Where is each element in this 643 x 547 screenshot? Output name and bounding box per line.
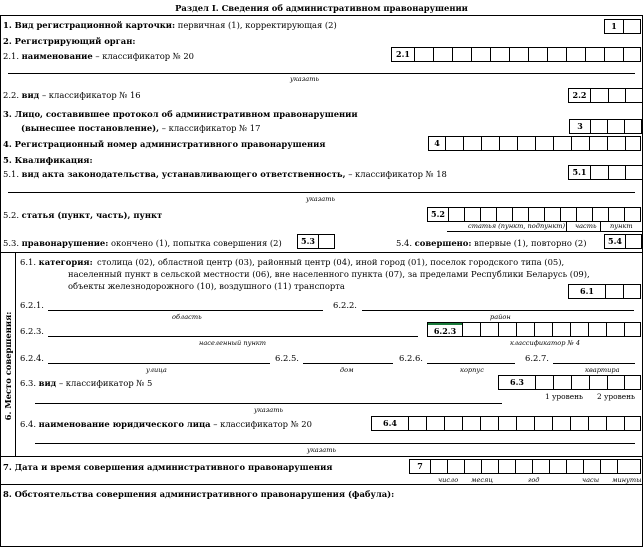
input-cell[interactable] (570, 323, 588, 336)
field-6-3-classifier: – классификатор № 5 (58, 378, 153, 388)
code-label-2-1: 2.1 (396, 49, 410, 59)
field-6-3-number: 6.3. (20, 378, 36, 388)
field-6-2-3-code-caption: классификатор № 4 (510, 339, 581, 347)
field-5-4-number: 5.4. (396, 238, 412, 248)
input-cell[interactable] (464, 208, 480, 221)
field-5-2-cap-article: статья (пункт, подпункт) (468, 222, 566, 230)
field-2-2-cells[interactable] (568, 88, 643, 103)
code-label-3: 3 (577, 121, 583, 131)
input-cell[interactable] (480, 323, 498, 336)
field-7-cap-month: месяц (471, 476, 494, 484)
input-cell[interactable] (534, 323, 552, 336)
input-cell[interactable] (590, 89, 608, 102)
field-6-2-3-cells[interactable] (427, 322, 641, 337)
input-cell[interactable] (570, 417, 588, 430)
input-cell[interactable] (509, 48, 528, 61)
field-7-label: 7. Дата и время совершения административного правонарушения (3, 462, 333, 472)
input-cell[interactable] (512, 208, 528, 221)
field-6-1-line1: столица (02), областной центр (03), районный центр (04), иной город (01), поселок городского типа (05), (97, 257, 565, 267)
field-5-1-caption: указать (306, 195, 336, 203)
field-5-2-number: 5.2. (3, 210, 19, 220)
input-cell[interactable] (624, 208, 640, 221)
field-6-4-caption: указать (307, 446, 337, 454)
input-cell[interactable] (516, 417, 534, 430)
field-2-2-number: 2.2. (3, 90, 19, 100)
field-5-2-cap-part: часть (575, 222, 597, 230)
field-6-2-7-number: 6.2.7. (525, 353, 549, 363)
input-cell[interactable] (590, 120, 607, 133)
input-cell[interactable] (414, 48, 433, 61)
input-cell[interactable] (535, 376, 553, 389)
field-5-2-label: статья (пункт, часть), пункт (21, 210, 163, 220)
input-cell[interactable] (463, 137, 481, 150)
input-cell[interactable] (445, 137, 463, 150)
code-label-7: 7 (417, 461, 423, 471)
field-6-4-number: 6.4. (20, 419, 36, 429)
input-cell[interactable] (617, 460, 633, 473)
input-cell[interactable] (464, 460, 481, 473)
field-1-label: 1. Вид регистрационной карточки: (3, 20, 176, 30)
field-5-3-row (3, 238, 282, 248)
field-3-classifier: – классификатор № 17 (161, 123, 261, 133)
input-cell[interactable] (426, 417, 444, 430)
field-6-2-7-line[interactable] (553, 363, 635, 364)
field-6-2-6-number: 6.2.6. (399, 353, 423, 363)
field-6-3-name-line[interactable] (35, 403, 502, 404)
field-2-2-row (3, 90, 141, 100)
input-cell[interactable] (624, 323, 642, 336)
field-5-1-row (3, 169, 447, 179)
input-cell[interactable] (553, 137, 571, 150)
field-4-cells[interactable] (428, 136, 641, 151)
code-label-6-4: 6.4 (383, 418, 397, 428)
field-6-2-6-line[interactable] (427, 363, 515, 364)
input-cell[interactable] (498, 323, 516, 336)
field-5-3-options: окончено (1), попытка совершения (2) (111, 238, 282, 248)
input-cell[interactable] (590, 166, 608, 179)
field-5-3-cells[interactable] (297, 234, 335, 249)
code-label-5-4: 5.4 (608, 236, 622, 246)
input-cell[interactable] (480, 417, 498, 430)
field-2-1-classifier: – классификатор № 20 (95, 51, 195, 61)
field-5-1-number: 5.1. (3, 169, 19, 179)
field-6-2-6-caption: корпус (460, 366, 484, 374)
input-cell[interactable] (571, 137, 589, 150)
field-6-2-2-caption: район (490, 313, 511, 321)
input-cell[interactable] (516, 323, 534, 336)
field-6-2-3-caption: населенный пункт (199, 339, 266, 347)
field-5-3-label: правонарушение: (21, 238, 109, 248)
field-6-1-cells[interactable] (568, 284, 641, 299)
input-cell[interactable] (528, 48, 547, 61)
input-cell[interactable] (566, 460, 583, 473)
input-cell[interactable] (583, 460, 600, 473)
divider (0, 252, 643, 253)
field-2-1-name-line[interactable] (8, 73, 635, 74)
divider (447, 231, 642, 232)
field-6-2-3-line[interactable] (48, 336, 418, 337)
input-cell[interactable] (566, 48, 585, 61)
field-6-3-cells[interactable] (498, 375, 641, 390)
input-cell[interactable] (623, 48, 642, 61)
field-6-1-label: категория: (38, 257, 93, 267)
divider (0, 456, 643, 457)
field-5-2-cells[interactable] (427, 207, 641, 222)
field-6-2-1-number: 6.2.1. (20, 300, 44, 310)
field-2-2-classifier: – классификатор № 16 (41, 90, 141, 100)
section-6-vertical-label (2, 268, 13, 464)
input-cell[interactable] (625, 235, 641, 248)
input-cell[interactable] (623, 285, 640, 298)
input-cell[interactable] (318, 235, 334, 248)
code-label-4: 4 (434, 138, 440, 148)
input-cell[interactable] (588, 417, 606, 430)
field-6-4-name-line[interactable] (35, 443, 635, 444)
field-6-2-2-number: 6.2.2. (333, 300, 357, 310)
field-6-2-5-number: 6.2.5. (275, 353, 299, 363)
code-label-2-2: 2.2 (572, 90, 587, 100)
input-cell[interactable] (625, 89, 642, 102)
field-5-4-label: совершено: (414, 238, 472, 248)
input-cell[interactable] (585, 48, 604, 61)
field-5-4-options: впервые (1), повторно (2) (474, 238, 587, 248)
input-cell[interactable] (608, 89, 625, 102)
divider (0, 484, 643, 485)
field-3-label-line2: (вынесшее постановление), (21, 123, 160, 133)
divider (600, 221, 601, 231)
field-5-label: 5. Квалификация: (3, 155, 93, 165)
input-cell[interactable] (589, 137, 607, 150)
field-1-cells[interactable] (604, 19, 641, 34)
field-2-1-caption: указать (290, 75, 320, 83)
field-6-4-label: наименование юридического лица (38, 419, 211, 429)
input-cell[interactable] (600, 460, 617, 473)
field-3-label-line1: 3. Лицо, составившее протокол об административном правонарушении (3, 109, 358, 119)
code-label-5-3: 5.3 (301, 236, 315, 246)
field-7-cap-hours: часы (582, 476, 600, 484)
input-cell[interactable] (408, 417, 426, 430)
input-cell[interactable] (498, 417, 516, 430)
input-cell[interactable] (625, 137, 642, 150)
code-label-6-2-3: 6.2.3 (428, 323, 462, 336)
field-6-2-4-number: 6.2.4. (20, 353, 44, 363)
input-cell[interactable] (553, 376, 571, 389)
field-5-2-row (3, 210, 162, 220)
field-6-1-row (20, 257, 93, 267)
code-label-6-3: 6.3 (510, 377, 524, 387)
field-7-cells[interactable] (409, 459, 641, 474)
input-cell[interactable] (444, 417, 462, 430)
field-6-4-classifier: – классификатор № 20 (213, 419, 312, 429)
input-cell[interactable] (517, 137, 535, 150)
field-7-cap-minutes: минуты (612, 476, 642, 484)
input-cell[interactable] (481, 460, 498, 473)
input-cell[interactable] (433, 48, 452, 61)
input-cell[interactable] (624, 376, 640, 389)
input-cell[interactable] (606, 417, 624, 430)
input-cell[interactable] (607, 376, 624, 389)
input-cell[interactable] (532, 460, 549, 473)
field-2-1-row (3, 51, 194, 61)
code-label-1: 1 (611, 21, 617, 31)
section-6-divider (15, 252, 16, 456)
input-cell[interactable] (560, 208, 576, 221)
field-1-row (3, 20, 337, 30)
field-6-4-row (20, 419, 312, 429)
frame-left (0, 15, 1, 547)
input-cell[interactable] (549, 460, 566, 473)
section-6-label-text: 6. Место совершения: (2, 311, 13, 421)
field-5-1-cells[interactable] (568, 165, 643, 180)
field-5-3-number: 5.3. (3, 238, 19, 248)
field-6-2-5-line[interactable] (303, 363, 393, 364)
code-label-5-2: 5.2 (431, 209, 445, 219)
field-1-options: первичная (1), корректирующая (2) (177, 20, 337, 30)
field-6-2-5-caption: дом (340, 366, 354, 374)
input-cell[interactable] (447, 460, 464, 473)
code-label-5-1: 5.1 (572, 167, 587, 177)
field-2-1-number: 2.1. (3, 51, 19, 61)
field-6-2-1-line[interactable] (48, 310, 323, 311)
input-cell[interactable] (607, 137, 625, 150)
input-cell[interactable] (588, 323, 606, 336)
input-cell[interactable] (576, 208, 592, 221)
field-5-1-label: вид акта законодательства, устанавливающего ответственность, (21, 169, 346, 179)
input-cell[interactable] (471, 48, 490, 61)
field-6-2-4-caption: улица (146, 366, 167, 374)
field-6-3-caption: указать (254, 406, 284, 414)
field-6-3-level1: 1 уровень (545, 392, 584, 401)
input-cell[interactable] (589, 376, 607, 389)
input-cell[interactable] (462, 417, 480, 430)
field-4-label: 4. Регистрационный номер административного правонарушения (3, 139, 326, 149)
input-cell[interactable] (528, 208, 544, 221)
frame-top (0, 15, 643, 16)
field-5-4-cells[interactable] (604, 234, 642, 249)
input-cell[interactable] (448, 208, 464, 221)
input-cell[interactable] (452, 48, 471, 61)
input-cell[interactable] (552, 323, 570, 336)
field-7-cap-day: число (438, 476, 459, 484)
input-cell[interactable] (544, 208, 560, 221)
input-cell[interactable] (608, 208, 624, 221)
input-cell[interactable] (571, 376, 589, 389)
field-2-1-cells[interactable] (391, 47, 641, 62)
field-6-2-4-line[interactable] (48, 363, 270, 364)
input-cell[interactable] (625, 166, 642, 179)
field-5-2-cap-point: пункт (610, 222, 633, 230)
field-6-2-7-caption: квартира (585, 366, 620, 374)
input-cell[interactable] (592, 208, 608, 221)
input-cell[interactable] (480, 208, 496, 221)
input-cell[interactable] (624, 120, 641, 133)
field-2-label: 2. Регистрирующий орган: (3, 36, 136, 46)
divider (566, 221, 567, 231)
input-cell[interactable] (481, 137, 499, 150)
input-cell[interactable] (608, 166, 625, 179)
input-cell[interactable] (490, 48, 509, 61)
field-6-2-2-line[interactable] (362, 310, 634, 311)
field-6-1-line2: населенный пункт в сельской местности (06), вне населенного пункта (07), за пределами Республики Беларусь (09), (68, 269, 590, 279)
field-2-1-label: наименование (21, 51, 93, 61)
field-7-cap-year: год (528, 476, 540, 484)
input-cell[interactable] (499, 137, 517, 150)
input-cell[interactable] (624, 417, 641, 430)
field-6-1-line3: объекты железнодорожного (10), воздушного (11) транспорта (68, 281, 345, 291)
field-5-1-classifier: – классификатор № 18 (348, 169, 447, 179)
field-6-2-1-caption: область (172, 313, 202, 321)
input-cell[interactable] (605, 285, 623, 298)
input-cell[interactable] (534, 417, 552, 430)
input-cell[interactable] (552, 417, 570, 430)
field-6-2-3-number: 6.2.3. (20, 326, 44, 336)
field-6-1-number: 6.1. (20, 257, 36, 267)
code-label-6-1: 6.1 (580, 286, 594, 296)
field-8-label: 8. Обстоятельства совершения административного правонарушения (фабула): (3, 489, 395, 499)
input-cell[interactable] (547, 48, 566, 61)
field-5-4-row (396, 238, 586, 248)
input-cell[interactable] (535, 137, 553, 150)
input-cell[interactable] (606, 323, 624, 336)
field-5-1-name-line[interactable] (8, 192, 635, 193)
input-cell[interactable] (607, 120, 624, 133)
field-6-3-row (20, 378, 152, 388)
field-3-cells[interactable] (569, 119, 642, 134)
field-6-3-level2: 2 уровень (597, 392, 636, 401)
input-cell[interactable] (604, 48, 623, 61)
input-cell[interactable] (496, 208, 512, 221)
field-2-2-label: вид (21, 90, 40, 100)
input-cell[interactable] (515, 460, 532, 473)
field-6-3-label: вид (38, 378, 57, 388)
section-title: Раздел I. Сведения об административном правонарушении (175, 3, 468, 13)
input-cell[interactable] (462, 323, 480, 336)
input-cell[interactable] (430, 460, 447, 473)
field-6-4-cells[interactable] (371, 416, 641, 431)
input-cell[interactable] (623, 20, 640, 33)
input-cell[interactable] (498, 460, 515, 473)
field-3-row (21, 123, 260, 133)
